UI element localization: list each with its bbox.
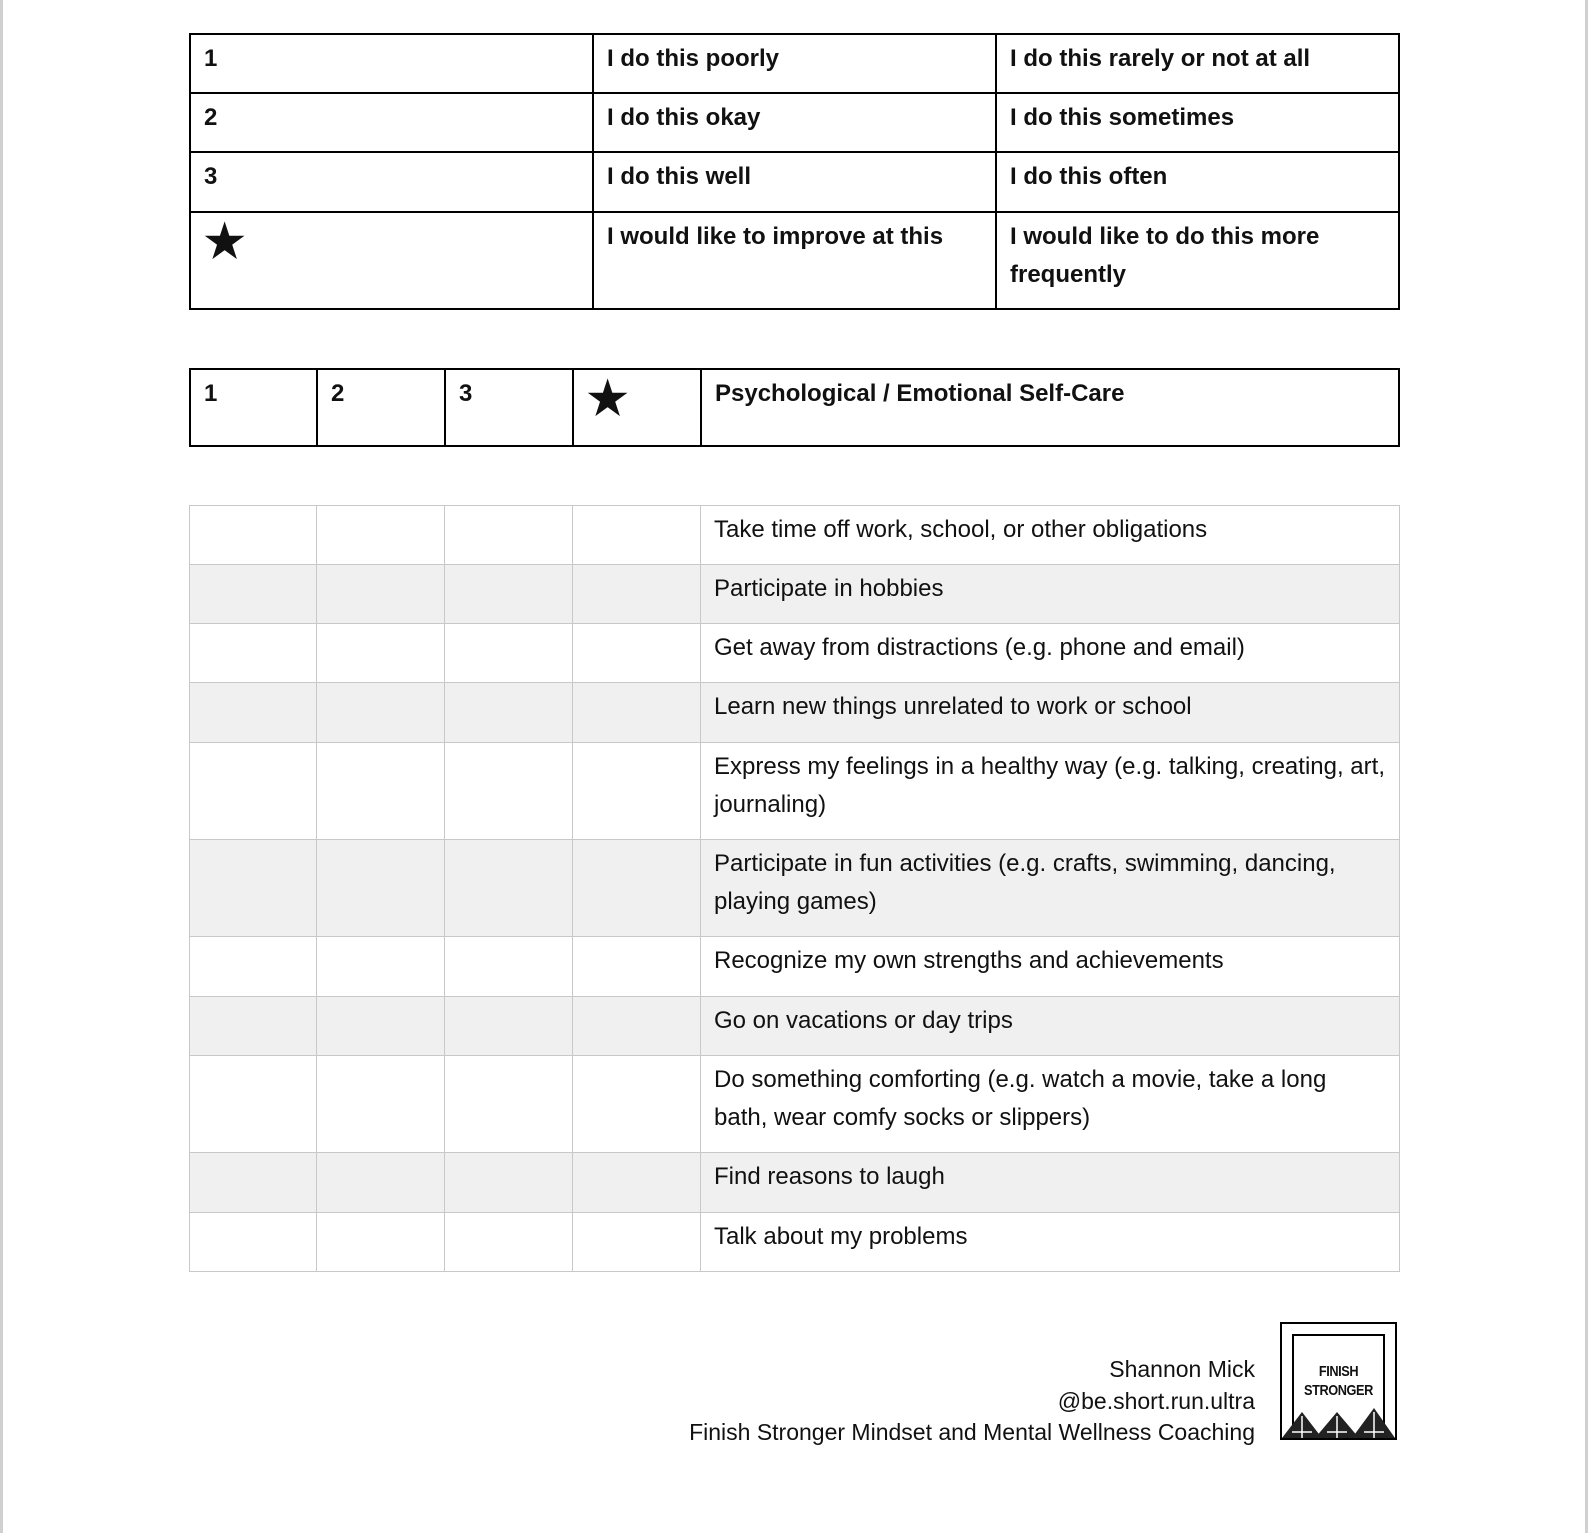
rating-cell-star[interactable] — [573, 840, 701, 937]
rating-cell-3[interactable] — [445, 997, 573, 1056]
section-title: Psychological / Emotional Self-Care — [701, 369, 1399, 446]
activity-label: Do something comforting (e.g. watch a movie, take a long bath, wear comfy socks or slippers) — [701, 1056, 1400, 1153]
header-col-1: 1 — [190, 369, 317, 446]
finish-stronger-logo: FINISH STRONGER — [1280, 1322, 1397, 1440]
legend-frequency: I do this rarely or not at all — [996, 34, 1399, 93]
rating-cell-3[interactable] — [445, 506, 573, 565]
rating-cell-3[interactable] — [445, 937, 573, 997]
activity-label: Participate in fun activities (e.g. crafts, swimming, dancing, playing games) — [701, 840, 1400, 937]
rating-cell-star[interactable] — [573, 997, 701, 1056]
checklist-row — [190, 565, 1400, 624]
rating-cell-2[interactable] — [317, 624, 445, 683]
rating-cell-3[interactable] — [445, 1153, 573, 1213]
legend-row — [190, 212, 1399, 309]
author-name: Shannon Mick — [1109, 1356, 1255, 1382]
rating-cell-2[interactable] — [317, 565, 445, 624]
header-col-3: 3 — [445, 369, 573, 446]
rating-cell-1[interactable] — [190, 683, 317, 743]
checklist-row — [190, 1213, 1400, 1272]
legend-row — [190, 93, 1399, 152]
rating-cell-2[interactable] — [317, 683, 445, 743]
checklist-row — [190, 683, 1400, 743]
rating-cell-3[interactable] — [445, 743, 573, 840]
rating-cell-star[interactable] — [573, 624, 701, 683]
legend-quality: I do this okay — [593, 93, 996, 152]
star-icon: ★ — [587, 372, 629, 424]
legend-frequency: I do this sometimes — [996, 93, 1399, 152]
activity-label: Find reasons to laugh — [701, 1153, 1400, 1213]
legend-frequency: I do this often — [996, 152, 1399, 212]
rating-cell-1[interactable] — [190, 743, 317, 840]
legend-quality: I would like to improve at this — [593, 212, 996, 309]
checklist-row — [190, 506, 1400, 565]
legend-quality: I do this well — [593, 152, 996, 212]
legend-key: 1 — [190, 34, 593, 93]
author-footer — [689, 1354, 1255, 1449]
rating-cell-1[interactable] — [190, 937, 317, 997]
legend-row — [190, 152, 1399, 212]
header-col-2: 2 — [317, 369, 445, 446]
checklist-row — [190, 997, 1400, 1056]
mountains-icon — [1282, 1324, 1395, 1438]
self-care-checklist — [189, 505, 1400, 1272]
checklist-row — [190, 937, 1400, 997]
rating-cell-3[interactable] — [445, 565, 573, 624]
rating-cell-3[interactable] — [445, 624, 573, 683]
rating-cell-1[interactable] — [190, 1153, 317, 1213]
activity-label: Take time off work, school, or other obligations — [701, 506, 1400, 565]
business-name: Finish Stronger Mindset and Mental Wellness Coaching — [689, 1419, 1255, 1445]
checklist-row — [190, 1153, 1400, 1213]
rating-cell-2[interactable] — [317, 997, 445, 1056]
checklist-row — [190, 624, 1400, 683]
legend-frequency: I would like to do this more frequently — [996, 212, 1399, 309]
rating-cell-star[interactable] — [573, 1056, 701, 1153]
legend-row — [190, 34, 1399, 93]
legend-key: 2 — [190, 93, 593, 152]
checklist-row — [190, 743, 1400, 840]
author-handle: @be.short.run.ultra — [1057, 1387, 1255, 1414]
rating-cell-1[interactable] — [190, 624, 317, 683]
rating-cell-star[interactable] — [573, 683, 701, 743]
rating-cell-2[interactable] — [317, 506, 445, 565]
rating-cell-3[interactable] — [445, 683, 573, 743]
section-header-table — [189, 368, 1400, 447]
rating-cell-star[interactable] — [573, 1153, 701, 1213]
activity-label: Recognize my own strengths and achievements — [701, 937, 1400, 997]
rating-cell-1[interactable] — [190, 1213, 317, 1272]
rating-cell-2[interactable] — [317, 840, 445, 937]
activity-label: Learn new things unrelated to work or school — [701, 683, 1400, 743]
activity-label: Talk about my problems — [701, 1213, 1400, 1272]
activity-label: Express my feelings in a healthy way (e.g. talking, creating, art, journaling) — [701, 743, 1400, 840]
rating-cell-star[interactable] — [573, 937, 701, 997]
rating-cell-1[interactable] — [190, 506, 317, 565]
rating-cell-1[interactable] — [190, 565, 317, 624]
star-icon: ★ — [204, 215, 246, 267]
rating-cell-star[interactable] — [573, 506, 701, 565]
rating-cell-1[interactable] — [190, 840, 317, 937]
rating-legend-table — [189, 33, 1400, 310]
activity-label: Participate in hobbies — [701, 565, 1400, 624]
activity-label: Go on vacations or day trips — [701, 997, 1400, 1056]
checklist-row — [190, 1056, 1400, 1153]
rating-cell-star[interactable] — [573, 743, 701, 840]
checklist-row — [190, 840, 1400, 937]
rating-cell-2[interactable] — [317, 937, 445, 997]
page-edge-left — [0, 0, 3, 1533]
rating-cell-star[interactable] — [573, 565, 701, 624]
legend-key: 3 — [190, 152, 593, 212]
activity-label: Get away from distractions (e.g. phone and email) — [701, 624, 1400, 683]
legend-quality: I do this poorly — [593, 34, 996, 93]
rating-cell-3[interactable] — [445, 840, 573, 937]
rating-cell-star[interactable] — [573, 1213, 701, 1272]
rating-cell-2[interactable] — [317, 1153, 445, 1213]
rating-cell-1[interactable] — [190, 997, 317, 1056]
rating-cell-3[interactable] — [445, 1056, 573, 1153]
rating-cell-2[interactable] — [317, 743, 445, 840]
rating-cell-3[interactable] — [445, 1213, 573, 1272]
rating-cell-2[interactable] — [317, 1056, 445, 1153]
rating-cell-2[interactable] — [317, 1213, 445, 1272]
rating-cell-1[interactable] — [190, 1056, 317, 1153]
